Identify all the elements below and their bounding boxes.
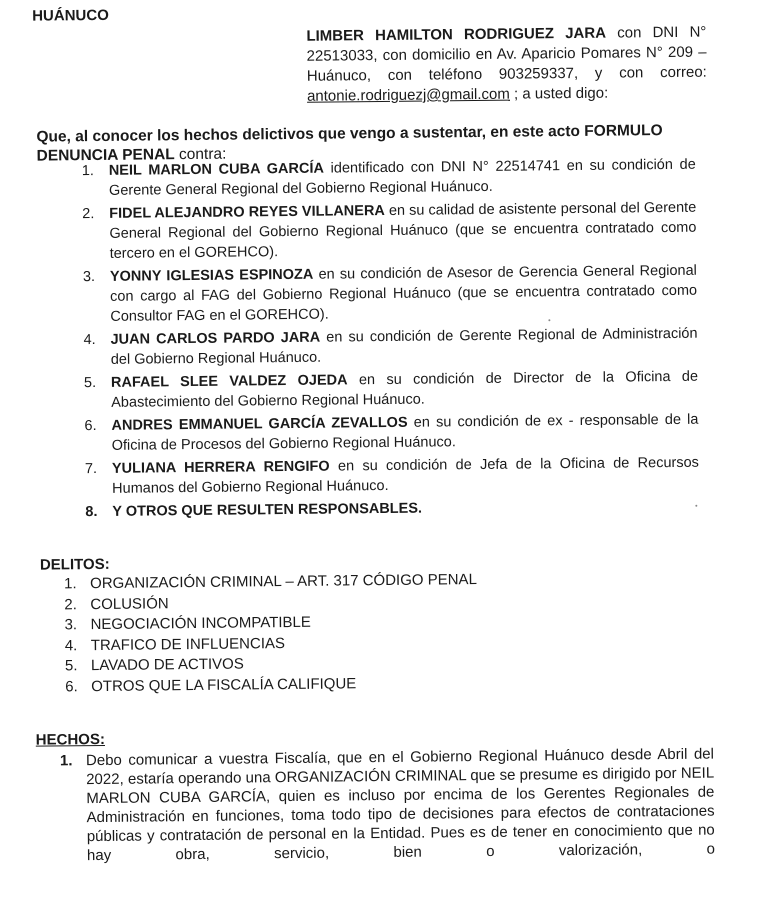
list-item-number: 1. bbox=[64, 575, 77, 593]
accused-name: YULIANA HERRERA RENGIFO bbox=[111, 458, 330, 477]
list-item bbox=[83, 261, 698, 327]
hechos-text: Debo comunicar a vuestra Fiscalía, que en el Gobierno Regional Huánuco desde Abril del 2022, estaría operando una ORGANIZACIÓN CRIMINAL que se presume es dirigido por NEIL MARLON CUBA GARCÍA, quien es incluso por encima de los Gerentes Regionales de Administración en funciones, toma todo tipo de decisiones para efectos de contrataciones públicas y contratación de personal en la Entidad. Pues es de tener en conocimiento que no hay obra, servicio, bien o valorización, o bbox=[85, 745, 716, 865]
list-item-number: 4. bbox=[64, 636, 78, 654]
cutoff-header-text bbox=[32, 0, 88, 7]
accused-name: FIDEL ALEJANDRO REYES VILLANERA bbox=[109, 202, 385, 222]
accused-description: en su condición de Jefa de la Oficina de Recursos Humanos del Gobierno Regional Huánuco. bbox=[112, 454, 699, 497]
list-item-number: 3. bbox=[82, 269, 96, 286]
accused-description: en su condición de Asesor de Gerencia General Regional con cargo al FAG del Gobierno Regional Huánuco (que se encuentra contratado como Consultor FAG en el GOREHCO). bbox=[110, 262, 698, 325]
accused-description: en su condición de ex - responsable de la Oficina de Procesos del Gobierno Regional Huánuco. bbox=[111, 411, 699, 454]
crime-label: NEGOCIACIÓN INCOMPATIBLE bbox=[90, 613, 311, 634]
others-responsible: Y OTROS QUE RESULTEN RESPONSABLES. bbox=[112, 500, 423, 520]
list-item bbox=[65, 673, 478, 698]
list-item bbox=[85, 496, 699, 522]
intro-paragraph bbox=[306, 23, 707, 107]
denuncia-lead-bold: Que, al conocer los hechos delictivos que vengo a sustentar, en este acto FORMULO DENUNCIA PENAL bbox=[36, 122, 663, 165]
crime-label: OTROS QUE LA FISCALÍA CALIFIQUE bbox=[91, 674, 357, 695]
denuncia-lead-normal: contra: bbox=[174, 145, 227, 164]
list-item-number: 2. bbox=[64, 595, 77, 613]
hechos-heading: HECHOS: bbox=[35, 730, 106, 749]
header-place: HUÁNUCO bbox=[32, 6, 109, 25]
list-item bbox=[84, 410, 698, 456]
crime-label: TRAFICO DE INFLUENCIAS bbox=[90, 634, 286, 654]
list-item-number: 5. bbox=[64, 657, 78, 675]
accused-name: YONNY IGLESIAS ESPINOZA bbox=[109, 266, 314, 285]
accused-description: en su condición de Gerente Regional de Administración del Gobierno Regional Huánuco. bbox=[110, 325, 698, 368]
accused-name: NEIL MARLON CUBA GARCÍA bbox=[108, 160, 324, 179]
list-item bbox=[82, 198, 697, 264]
delitos-heading: DELITOS: bbox=[39, 555, 110, 574]
crime-label: ORGANIZACIÓN CRIMINAL – ART. 317 CÓDIGO PENAL bbox=[90, 571, 477, 593]
accused-name: JUAN CARLOS PARDO JARA bbox=[110, 329, 321, 348]
intro-text-1: con DNI N° 22513033, con domicilio en Av. Aparicio Pomares N° 209 – Huánuco, con teléfono 903259337, y con correo: bbox=[306, 23, 707, 85]
scan-speck bbox=[548, 319, 550, 321]
accused-description: identificado con DNI N° 22514741 en su condición de Gerente General Regional del Gobierno Regional Huánuco. bbox=[108, 156, 696, 199]
list-item bbox=[84, 367, 698, 413]
hechos-paragraph bbox=[60, 745, 715, 866]
complainant-email: antonie.rodriguezj@gmail.com bbox=[306, 85, 510, 105]
list-item-number: 5. bbox=[83, 375, 97, 392]
list-item-number: 1. bbox=[59, 752, 73, 770]
list-item-number: 2. bbox=[82, 206, 95, 223]
list-item bbox=[82, 155, 696, 201]
complainant-name: LIMBER HAMILTON RODRIGUEZ JARA bbox=[306, 24, 607, 45]
crimes-list bbox=[64, 570, 478, 697]
accused-name: RAFAEL SLEE VALDEZ OJEDA bbox=[110, 372, 348, 391]
list-item-number: 3. bbox=[64, 616, 78, 634]
intro-text-2: ; a usted digo: bbox=[509, 84, 609, 103]
list-item-number: 8. bbox=[85, 504, 98, 521]
list-item-number: 6. bbox=[84, 418, 97, 435]
list-item bbox=[85, 453, 699, 499]
list-item bbox=[83, 324, 697, 370]
crime-label: LAVADO DE ACTIVOS bbox=[90, 655, 244, 675]
accused-description: en su condición de Director de la Oficina de Abastecimiento del Gobierno Regional Huánuco. bbox=[111, 368, 699, 411]
accused-list bbox=[82, 155, 700, 525]
scan-speck bbox=[695, 505, 697, 507]
list-item-number: 1. bbox=[81, 163, 94, 180]
list-item-number: 4. bbox=[83, 332, 96, 349]
accused-description: en su calidad de asistente personal del Gerente General Regional del Gobierno Regional Huánuco (que se encuentra contratado como tercero en el GOREHCO). bbox=[109, 199, 697, 262]
crime-label: COLUSIÓN bbox=[90, 594, 169, 613]
accused-name: ANDRES EMMANUEL GARCÍA ZEVALLOS bbox=[111, 414, 408, 434]
list-item-number: 7. bbox=[84, 461, 98, 478]
list-item-number: 6. bbox=[65, 677, 78, 695]
